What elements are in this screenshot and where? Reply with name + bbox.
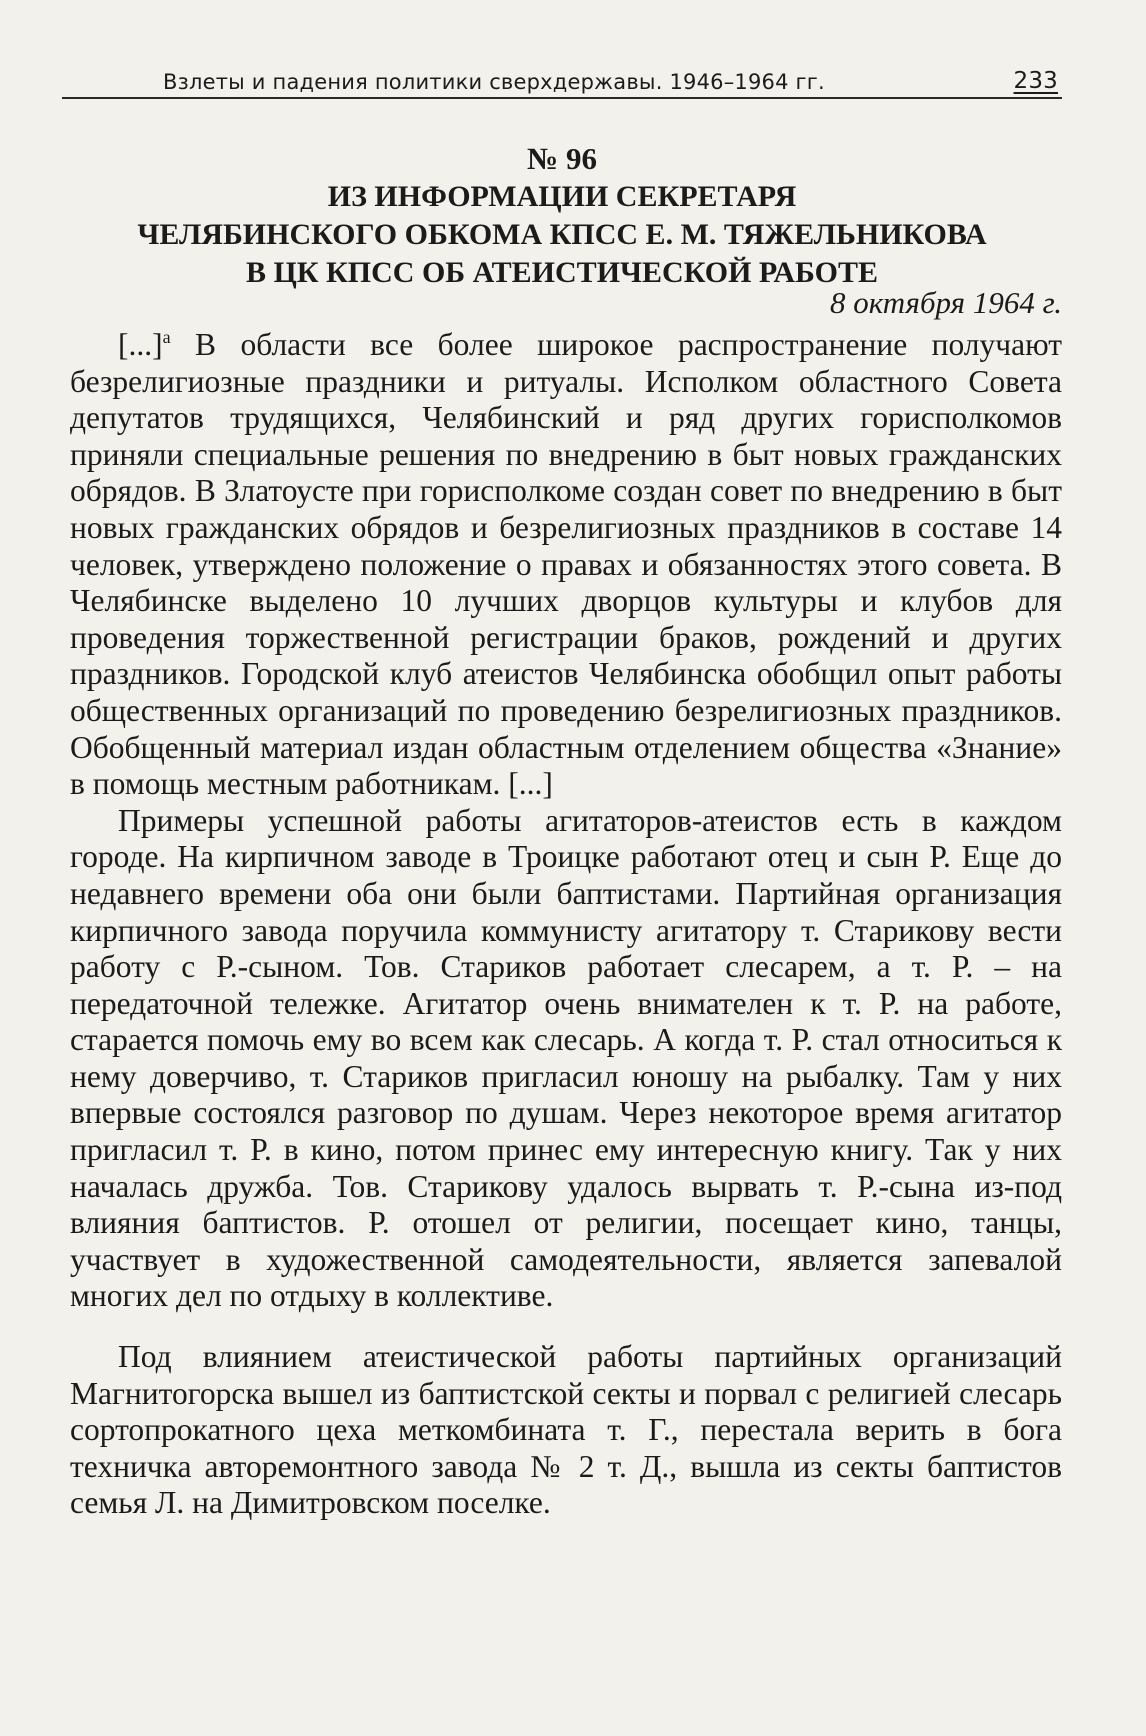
document-number: № 96 xyxy=(527,141,597,176)
paragraph-1-text: В области все более широкое распространение получают безрелигиозные праздники и ритуалы. Исполком областного Совета депутатов трудящихся, Челябинский и ряд других горисполкомов приняли специальные решения по внедрению в быт новых гражданских обрядов. В Златоусте при горисполкоме создан совет по внедрению в быт новых гражданских обрядов и безрелигиозных праздников в составе 14 человек, утверждено положение о правах и обязанностях этого совета. В Челябинске выделено 10 лучших дворцов культуры и клубов для проведения торжественной регистрации браков, рождений и других праздников. Городской клуб атеистов Челябинска обобщил опыт работы общественных организаций по проведению безрелигиозных праздников. Обобщенный материал издан областным отделением общества «Знание» в помощь местным работникам. [...] xyxy=(70,327,1062,802)
document-body xyxy=(70,327,1062,1522)
footnote-marker: а xyxy=(162,327,171,347)
page-number: 233 xyxy=(1013,68,1058,94)
paragraph-1 xyxy=(70,327,1062,803)
document-title-line-1: ИЗ ИНФОРМАЦИИ СЕКРЕТАРЯ xyxy=(327,180,797,213)
document-heading xyxy=(62,140,1062,292)
paragraph-2: Примеры успешной работы агитаторов-атеистов есть в каждом городе. На кирпичном заводе в Троицке работают отец и сын Р. Еще до недавнего времени оба они были баптистами. Партийная организация кирпичного завода поручила коммунисту агитатору т. Старикову вести работу с Р.-сыном. Тов. Стариков работает слесарем, а т. Р. – на передаточной тележке. Агитатор очень внимателен к т. Р. на работе, старается помочь ему во всем как слесарь. А когда т. Р. стал относиться к нему доверчиво, т. Стариков пригласил юношу на рыбалку. Там у них впервые состоялся разговор по душам. Через некоторое время агитатор пригласил т. Р. в кино, потом принес ему интересную книгу. Так у них началась дружба. Тов. Старикову удалось вырвать т. Р.-сына из-под влияния баптистов. Р. отошел от религии, посещает кино, танцы, участвует в художественной самодеятельности, является запевалой многих дел по отдыху в коллективе. xyxy=(70,802,1062,1314)
omission-mark: [...] xyxy=(118,327,163,362)
document-title-line-3: В ЦК КПСС ОБ АТЕИСТИЧЕСКОЙ РАБОТЕ xyxy=(245,256,879,289)
header-rule xyxy=(62,97,1062,99)
document-date: 8 октября 1964 г. xyxy=(829,285,1062,320)
running-head-title: Взлеты и падения политики сверхдержавы. 1946–1964 гг. xyxy=(163,70,825,94)
document-title-line-2: ЧЕЛЯБИНСКОГО ОБКОМА КПСС Е. М. ТЯЖЕЛЬНИКОВА xyxy=(137,218,987,251)
paragraph-3: Под влиянием атеистической работы партийных организаций Магнитогорска вышел из баптистской секты и порвал с религией слесарь сортопрокатного цеха меткомбината т. Г., перестала верить в бога техничка авторемонтного завода № 2 т. Д., вышла из секты баптистов семья Л. на Димитровском поселке. xyxy=(70,1339,1062,1521)
